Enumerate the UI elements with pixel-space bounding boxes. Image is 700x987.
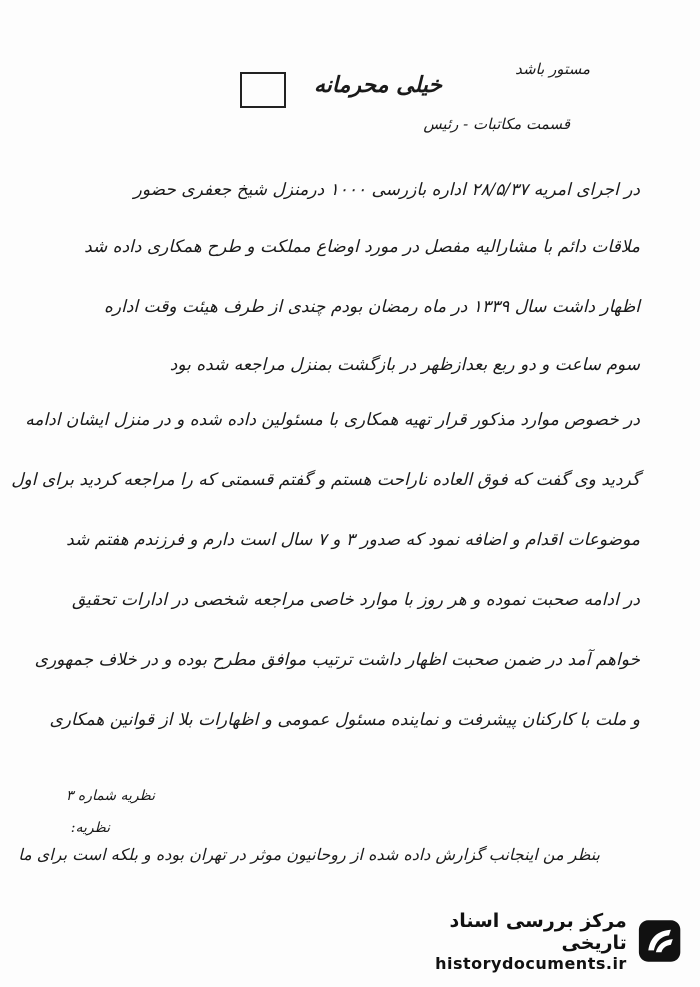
- watermark-url: historydocuments.ir: [435, 953, 627, 973]
- body-line: و ملت با کارکنان پیشرفت و نماینده مسئول عمومی و اظهارات بلا از قوانین همکاری: [49, 710, 640, 730]
- body-line: در اجرای امریه ۲۸/۵/۳۷ اداره بازرسی ۱۰۰۰ درمنزل شیخ جعفری حضور: [133, 180, 640, 200]
- footer-reference: نظریه شماره ۳: [65, 788, 155, 804]
- body-line: در خصوص موارد مذکور قرار تهیه همکاری با مسئولین داده شده و در منزل ایشان ادامه: [25, 410, 640, 430]
- body-line: سوم ساعت و دو ربع بعدازظهر در بازگشت بمنزل مراجعه شده بود: [169, 355, 640, 375]
- archive-logo-icon: [637, 918, 682, 964]
- body-line: در ادامه صحبت نموده و هر روز با موارد خاصی مراجعه شخصی در ادارات تحقیق: [71, 590, 640, 610]
- recipient-line: قسمت مکاتبات - رئیس: [423, 115, 570, 133]
- body-line: خواهم آمد در ضمن صحبت اظهار داشت ترتیب موافق مطرح بوده و در خلاف جمهوری: [34, 650, 640, 670]
- body-line: موضوعات اقدام و اضافه نمود که صدور ۳ و ۷ سال است دارم و فرزندم هفتم شد: [66, 530, 640, 550]
- stamp-box: [240, 72, 286, 108]
- body-line: اظهار داشت سال ۱۳۳۹ در ماه رمضان بودم چندی از طرف هیئت وقت اداره: [104, 297, 640, 317]
- watermark: [382, 909, 682, 973]
- footer-note: بنظر من اینجانب گزارش داده شده از روحانیون موثر در تهران بوده و بلکه است برای ما: [18, 845, 600, 864]
- document-title: خیلی محرمانه: [313, 72, 442, 98]
- footer-label: نظریه:: [70, 820, 110, 836]
- body-line: ملاقات دائم با مشارالیه مفصل در مورد اوضاع مملکت و طرح همکاری داده شد: [84, 237, 640, 257]
- top-right-note: مستور باشد: [515, 60, 590, 78]
- watermark-title: مرکز بررسی اسناد تاریخی: [449, 909, 627, 954]
- body-line: گردید وی گفت که فوق العاده ناراحت هستم و گفتم قسمتی که را مراجعه کردید برای اول: [11, 470, 640, 490]
